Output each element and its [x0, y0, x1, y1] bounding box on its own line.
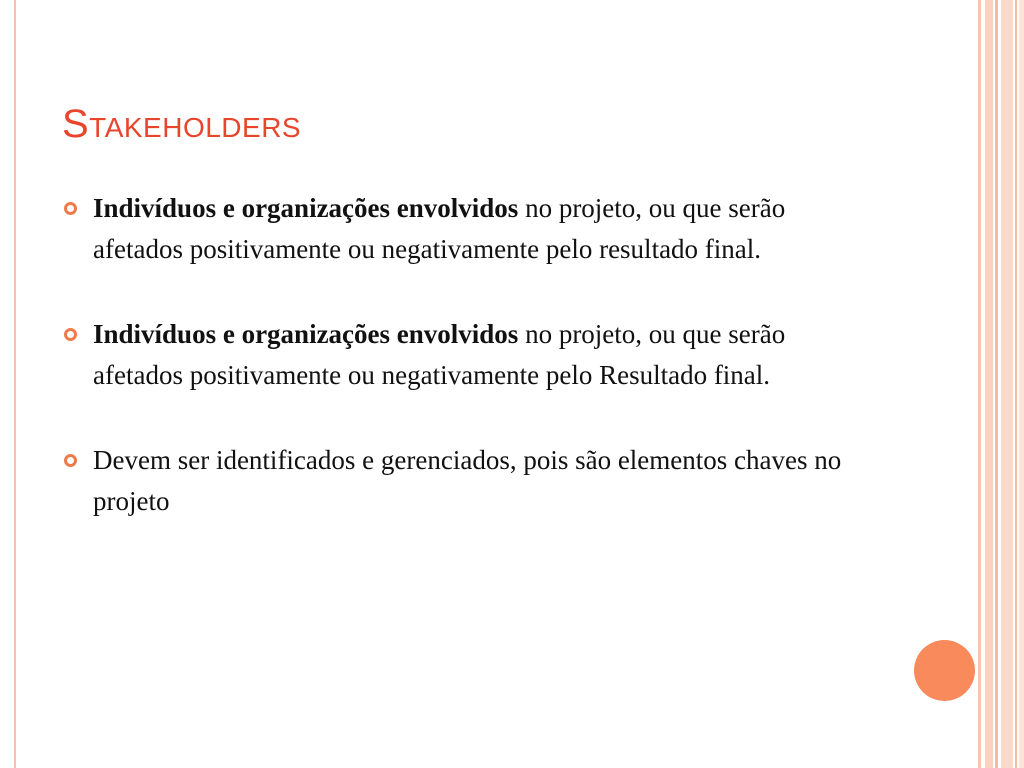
right-stripe: [978, 0, 981, 768]
bullet-text: no projeto, ou que serão afetados positivamente ou negativamente pelo resultado final.: [93, 193, 786, 264]
bullet-text: Devem ser identificados e gerenciados, pois são elementos chaves no projeto: [93, 445, 842, 516]
slide-title: Stakeholders: [62, 102, 302, 146]
right-stripe: [985, 0, 993, 768]
ring-bullet-icon: [64, 454, 77, 467]
ring-bullet-icon: [64, 202, 77, 215]
right-stripe: [1015, 0, 1017, 768]
bullet-item: [64, 314, 864, 396]
bullet-text: no projeto, ou que serão afetados positivamente ou negativamente pelo Resultado final.: [93, 319, 786, 390]
bullet-item: [64, 188, 864, 270]
bullet-list: [64, 188, 864, 522]
bullet-item: [64, 440, 864, 522]
right-stripe: [1019, 0, 1024, 768]
ring-bullet-icon: [64, 328, 77, 341]
orange-circle-icon: [914, 640, 975, 701]
bullet-bold-text: Indivíduos e organizações envolvidos: [93, 193, 519, 223]
right-stripe: [1001, 0, 1013, 768]
bullet-bold-text: Indivíduos e organizações envolvidos: [93, 319, 519, 349]
right-stripe: [995, 0, 998, 768]
left-border-line: [14, 0, 16, 768]
